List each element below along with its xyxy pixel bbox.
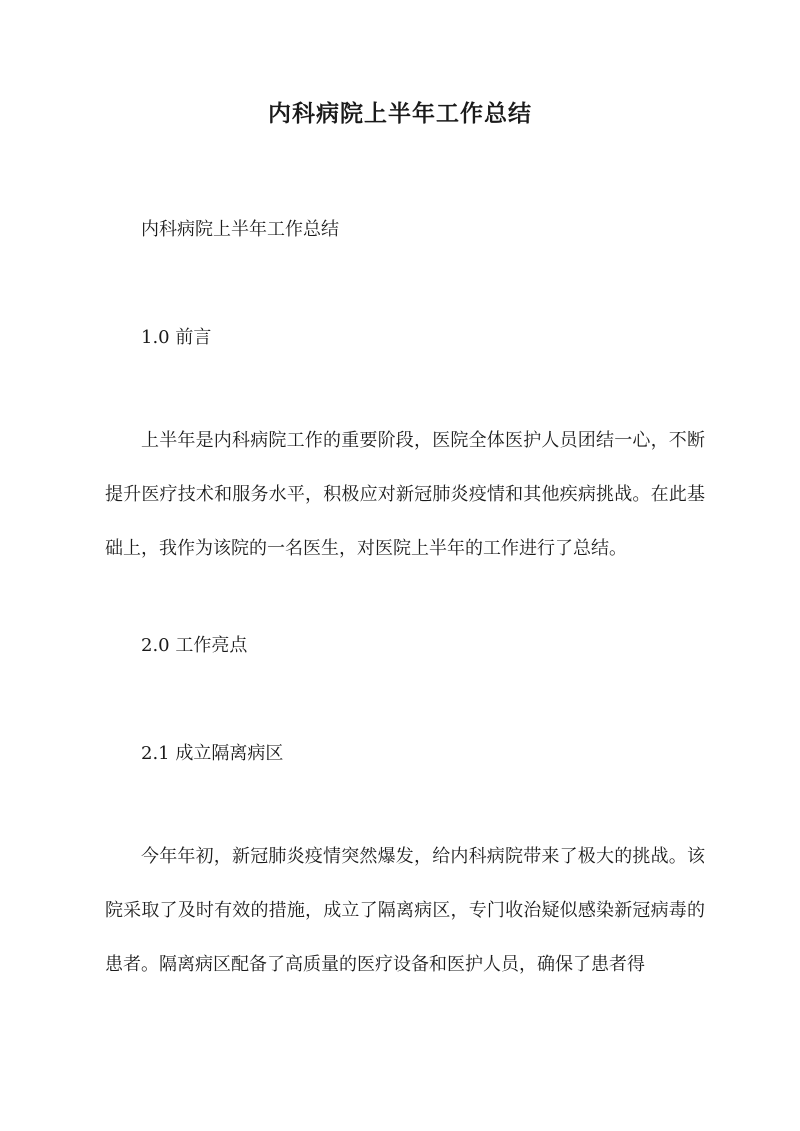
document-subtitle: 内科病院上半年工作总结	[141, 219, 339, 240]
section-heading-preface: 1.0 前言	[141, 327, 212, 348]
paragraph-preface: 上半年是内科病院工作的重要阶段，医院全体医护人员团结一心，不断提升医疗技术和服务水平，积极应对新冠肺炎疫情和其他疾病挑战。在此基础上，我作为该院的一名医生，对医院上半年的工作进行了总结。	[105, 430, 705, 559]
section-heading-isolation-ward: 2.1 成立隔离病区	[141, 743, 284, 764]
section-heading-highlights: 2.0 工作亮点	[141, 635, 248, 656]
paragraph-isolation-ward: 今年年初，新冠肺炎疫情突然爆发，给内科病院带来了极大的挑战。该院采取了及时有效的措施，成立了隔离病区，专门收治疑似感染新冠病毒的患者。隔离病区配备了高质量的医疗设备和医护人员，确保了患者得	[105, 846, 705, 975]
document-title: 内科病院上半年工作总结	[268, 100, 532, 127]
